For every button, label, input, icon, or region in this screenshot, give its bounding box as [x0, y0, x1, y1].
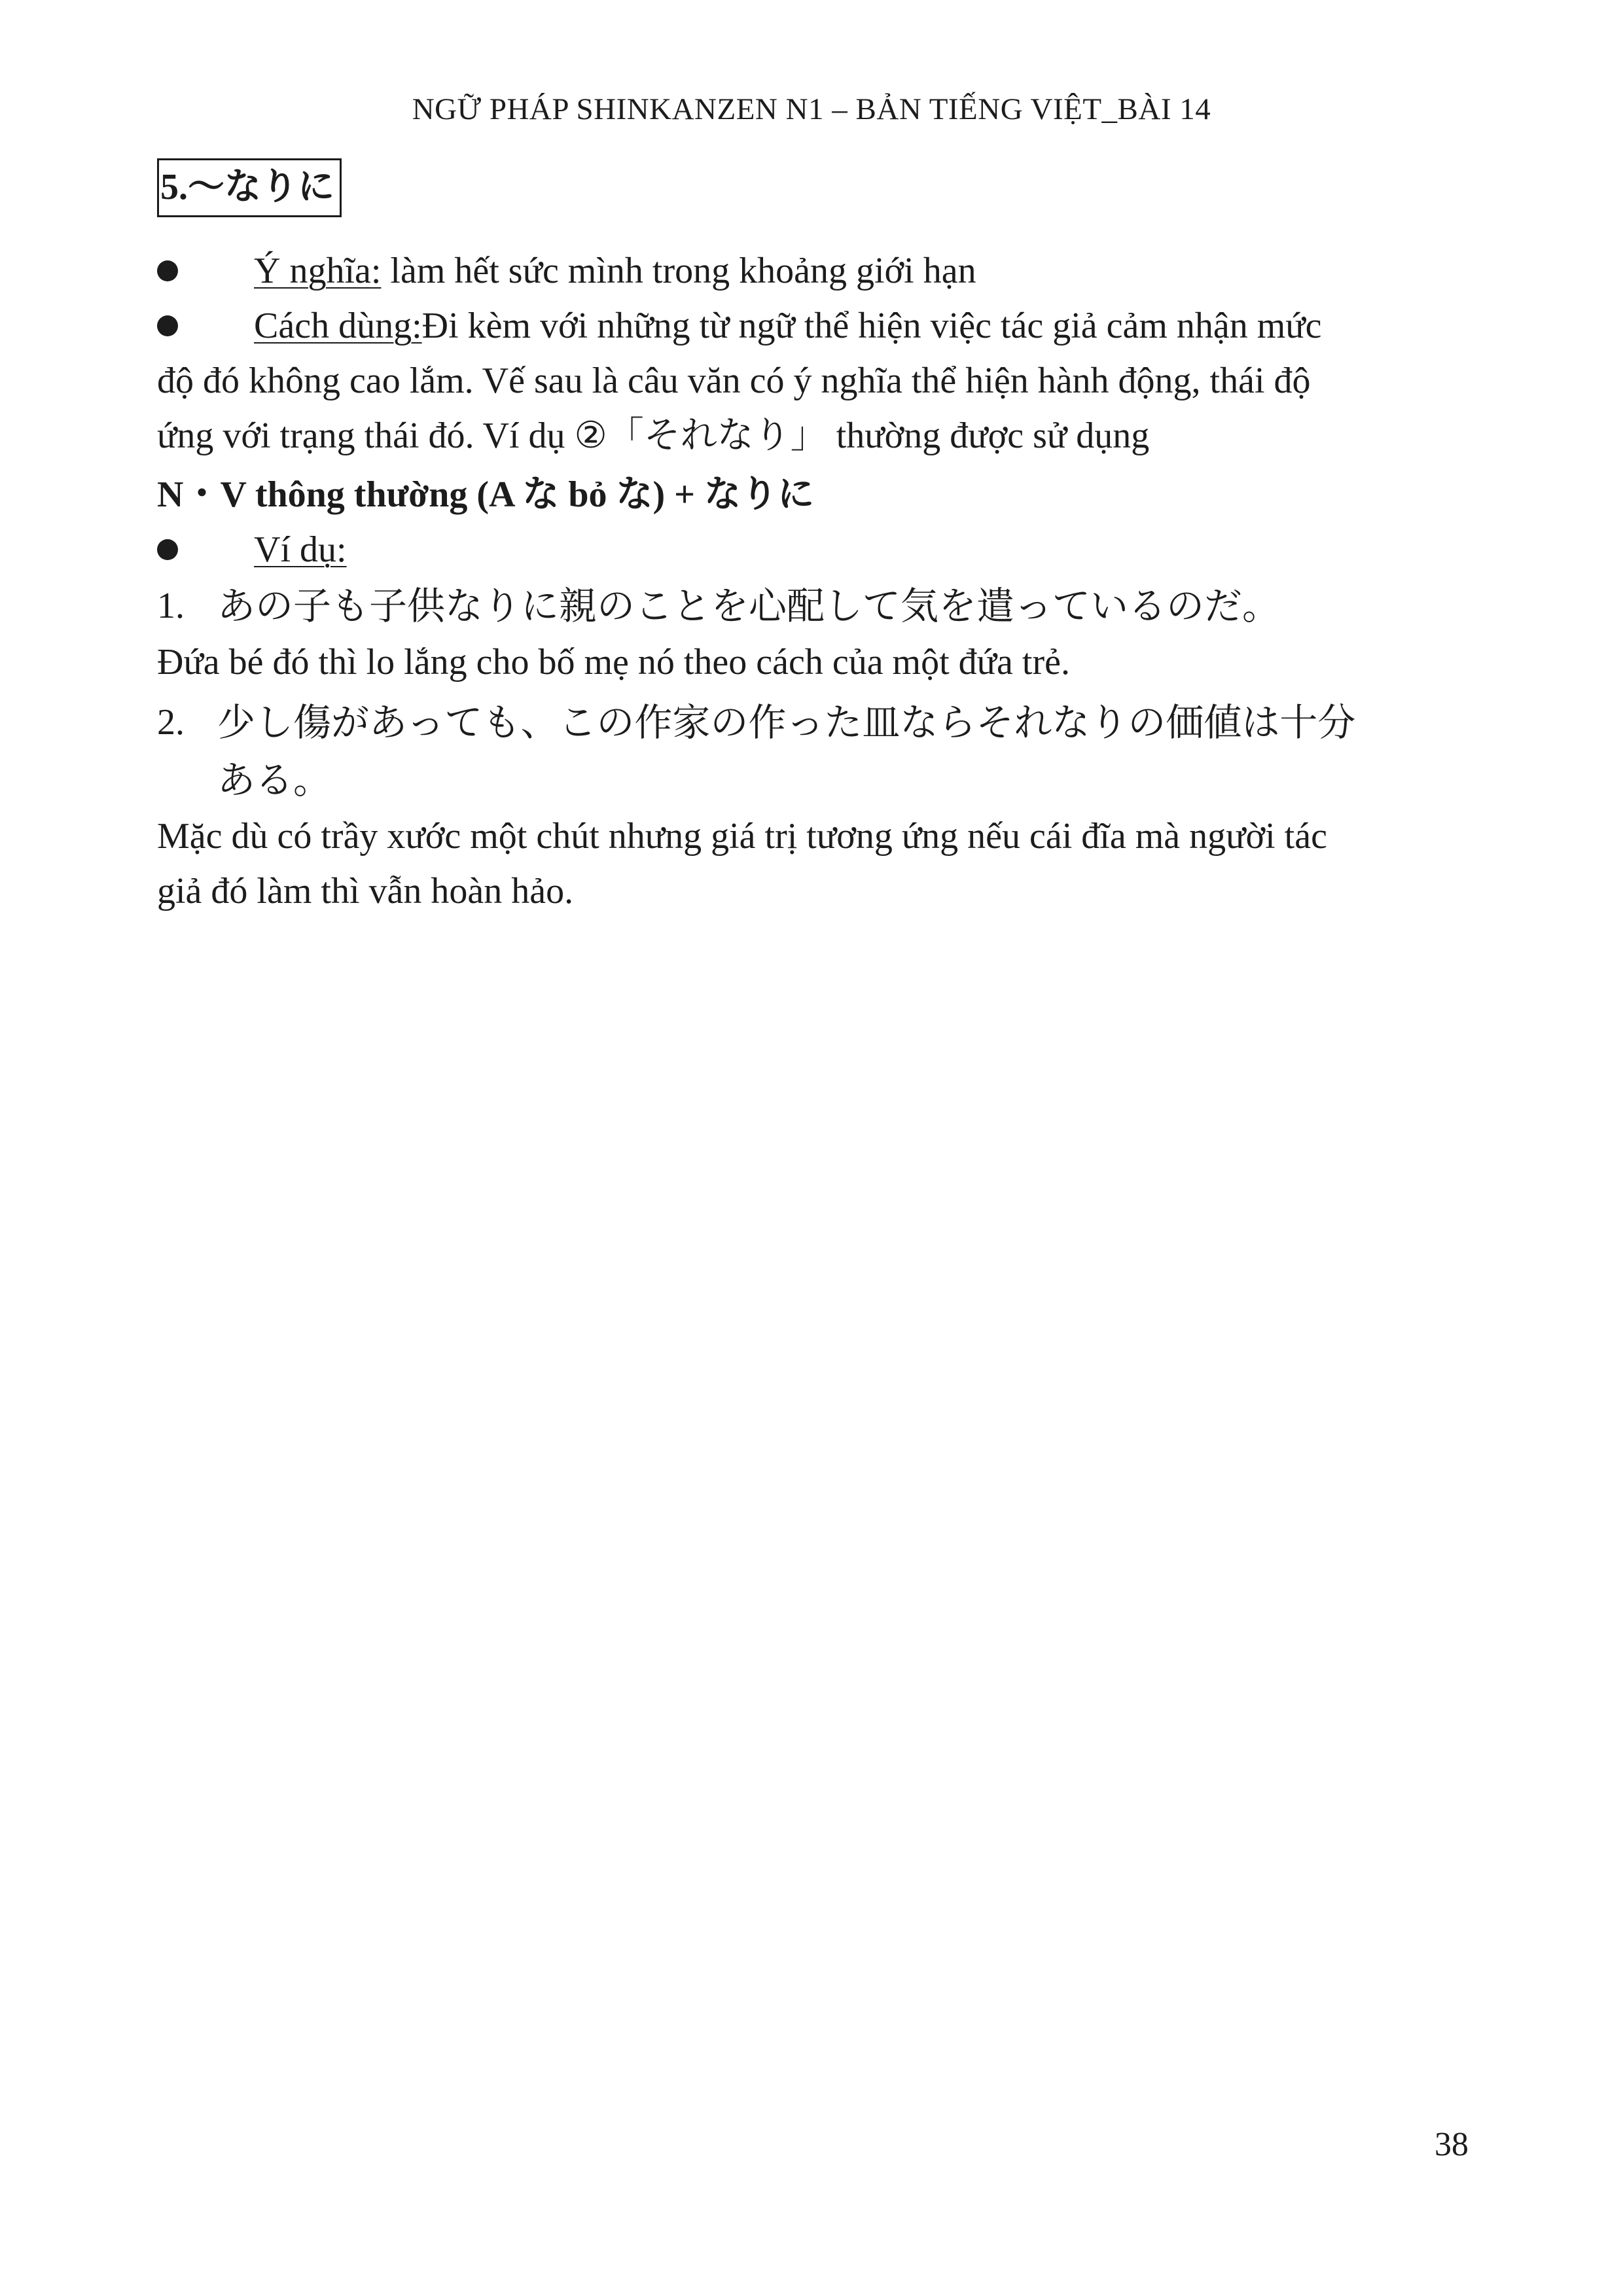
- example-translation: giả đó làm thì vẫn hoàn hảo.: [157, 871, 574, 911]
- example-number: 2.: [157, 702, 185, 743]
- example-number: 1.: [157, 586, 185, 626]
- bullet-icon: [157, 315, 178, 336]
- formula-na-1: な: [522, 473, 560, 516]
- grammar-formula: [157, 467, 1472, 522]
- formula-na-2: な: [616, 473, 653, 516]
- page-header: NGỮ PHÁP SHINKANZEN N1 – BẢN TIẾNG VIỆT_BÀI 14: [412, 92, 1211, 126]
- example-jp: [157, 694, 1472, 809]
- usage-line-2: độ đó không cao lắm. Vế sau là câu văn có ý nghĩa thể hiện hành động, thái độ: [157, 361, 1311, 401]
- usage-label: Cách dùng:: [254, 306, 422, 346]
- bullet-icon: [157, 260, 178, 281]
- bullet-icon: [157, 539, 178, 560]
- usage-line-1: Đi kèm với những từ ngữ thể hiện việc tác giả cảm nhận mức: [421, 306, 1322, 346]
- example-jp: [157, 577, 1472, 635]
- formula-part-1: N・V thông thường (A: [157, 474, 523, 515]
- usage-item: [157, 298, 1472, 353]
- section-heading: [157, 158, 342, 217]
- section-number: 5.: [160, 167, 188, 207]
- usage-line-3: [157, 408, 1472, 463]
- meaning-item: [157, 243, 1472, 298]
- usage-line-3-before: ứng với trạng thái đó. Ví dụ: [157, 415, 575, 456]
- example-translation: Đứa bé đó thì lo lắng cho bố mẹ nó theo cách của một đứa trẻ.: [157, 642, 1070, 682]
- example-jp-line: 少し傷があっても、この作家の作った皿ならそれなりの価値は十分: [217, 700, 1356, 745]
- usage-line-3-after: thường được sử dụng: [827, 415, 1150, 456]
- example-jp-line: ある。: [217, 758, 332, 802]
- formula-part-3: ) +: [652, 474, 705, 515]
- page-content: [157, 158, 1472, 919]
- meaning-text: làm hết sức mình trong khoảng giới hạn: [381, 251, 976, 291]
- example-jp-line: あの子も子供なりに親のことを心配して気を遣っているのだ。: [217, 584, 1281, 628]
- usage-line-3-jp: ②「それなり」: [574, 414, 827, 457]
- formula-ending: なりに: [704, 473, 815, 516]
- spacer: [157, 217, 1472, 243]
- examples-item: [157, 522, 1472, 577]
- example-translation: Mặc dù có trầy xước một chút nhưng giá trị tương ứng nếu cái đĩa mà người tác: [157, 816, 1327, 857]
- examples-label: Ví dụ:: [254, 529, 347, 570]
- section-title: 〜なりに: [188, 166, 334, 208]
- formula-part-2: bỏ: [559, 474, 616, 515]
- page-number: 38: [1435, 2126, 1469, 2163]
- meaning-label: Ý nghĩa:: [254, 251, 382, 291]
